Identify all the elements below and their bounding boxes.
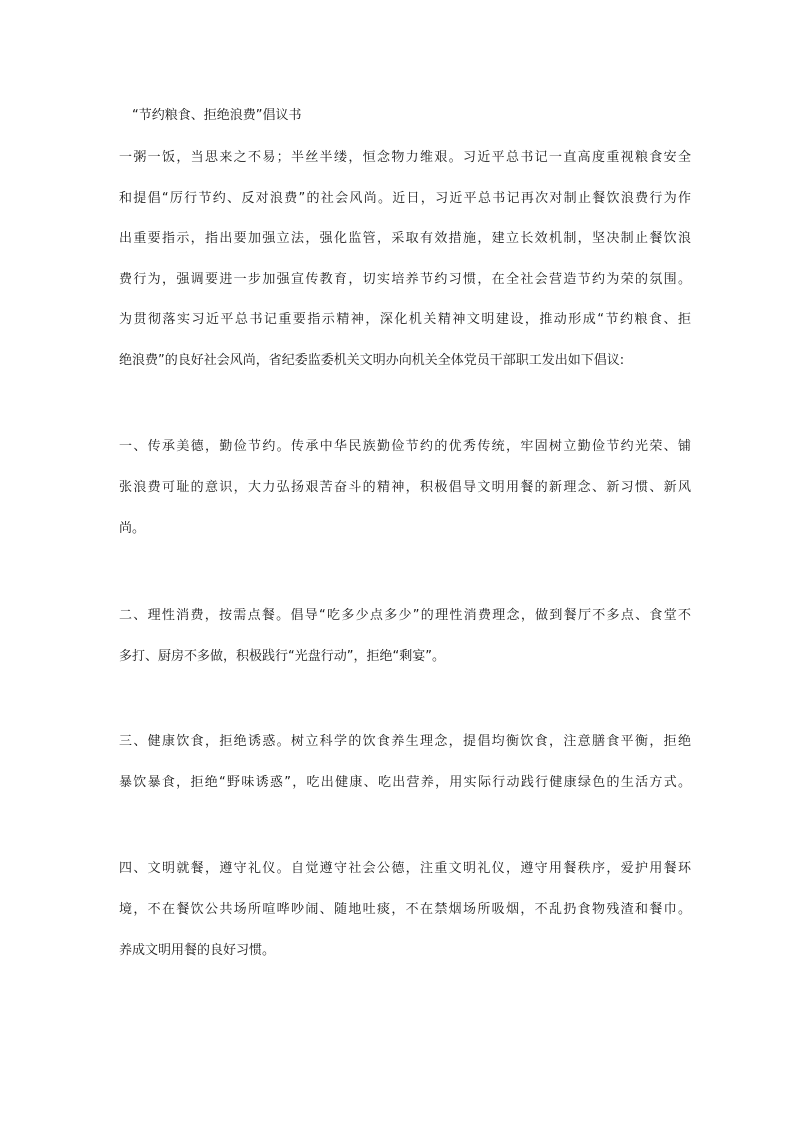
paragraph-intro [119,148,691,391]
text-line: 出重要指示，指出要加强立法，强化监管，采取有效措施，建立长效机制，坚决制止餐饮浪 [119,231,691,246]
paragraph-item-2 [119,606,691,688]
text-line: 张浪费可耻的意识，大力弘扬艰苦奋斗的精神，积极倡导文明用餐的新理念、新习惯、新风 [119,480,691,495]
text-line: 四、文明就餐，遵守礼仪。自觉遵守社会公德，注重文明礼仪，遵守用餐秩序，爱护用餐环 [119,861,691,876]
text-line: 多打、厨房不多做，积极践行“光盘行动”，拒绝“剩宴”。 [119,649,445,664]
text-line: 二、理性消费，按需点餐。倡导“吃多少点多少”的理性消费理念，做到餐厅不多点、食堂不 [119,608,691,623]
paragraph-item-3 [119,732,691,814]
text-line: 绝浪费”的良好社会风尚，省纪委监委机关文明办向机关全体党员干部职工发出如下倡议: [119,352,625,368]
paragraph-item-1 [119,437,691,560]
text-line: 三、健康饮食，拒绝诱惑。树立科学的饮食养生理念，提倡均衡饮食，注意膳食平衡，拒绝 [119,734,691,749]
text-line: 一、传承美德，勤俭节约。传承中华民族勤俭节约的优秀传统，牢固树立勤俭节约光荣、铺 [119,439,691,454]
text-line: 一粥一饭，当思来之不易；半丝半缕，恒念物力维艰。习近平总书记一直高度重视粮食安全 [119,150,691,165]
text-line: 为贯彻落实习近平总书记重要指示精神，深化机关精神文明建设，推动形成“节约粮食、拒 [119,312,691,327]
text-line: 境，不在餐饮公共场所喧哗吵闹、随地吐痰，不在禁烟场所吸烟，不乱扔食物残渣和餐巾。 [119,902,691,917]
text-line: 费行为，强调要进一步加强宣传教育，切实培养节约习惯，在全社会营造节约为荣的氛围。 [119,271,691,287]
text-line: 暴饮暴食，拒绝“野味诱惑”，吃出健康、吃出营养，用实际行动践行健康绿色的生活方式。 [119,775,691,790]
paragraph-item-4 [119,859,691,982]
text-line: 养成文明用餐的良好习惯。 [119,943,276,958]
document-title: “节约粮食、拒绝浪费”倡议书 [132,108,302,123]
text-line: 尚。 [119,521,146,536]
text-line: 和提倡“厉行节约、反对浪费”的社会风尚。近日，习近平总书记再次对制止餐饮浪费行为作 [119,190,691,206]
